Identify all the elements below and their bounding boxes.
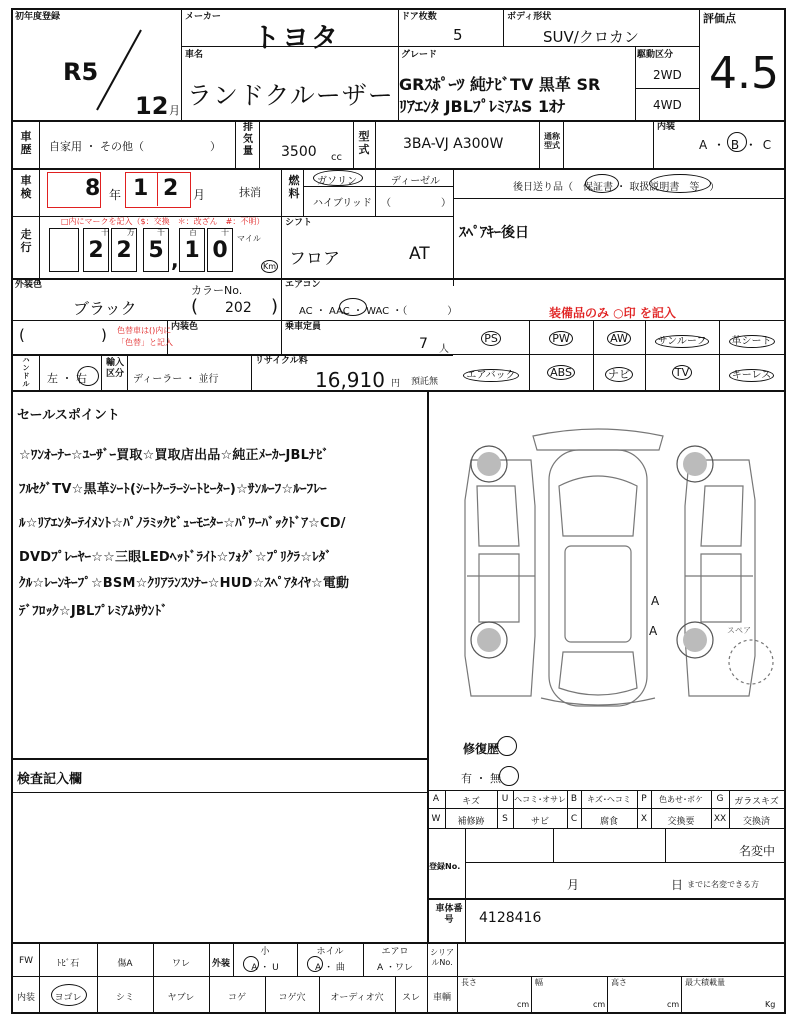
shift-position: フロア (289, 249, 340, 269)
mileage-comma: , (171, 248, 179, 272)
color-no-open: ( (191, 296, 199, 317)
interior-wear: スレ (401, 993, 420, 1003)
legend-code-w: W (431, 814, 441, 824)
first-reg-label: 初年度登録 (15, 12, 61, 22)
mileage-unit-3: 百 (189, 228, 197, 237)
equipment-note: 装備品のみ ○印 を記入 (549, 306, 676, 320)
legend-code-c: C (570, 814, 578, 824)
interior-grade-values: A ・ B ・ C (699, 138, 772, 152)
interior-stain-circle (51, 984, 87, 1006)
displacement-label: 排気量 (243, 122, 253, 157)
sales-line-5: ｸﾙ☆ﾚｰﾝｷｰﾌﾟ☆BSM☆ｸﾘｱﾗﾝｽｿﾅｰ☆HUD☆ｽﾍﾟｱﾀｲﾔ☆電動 (19, 576, 350, 591)
legend-desc-xx: 交換済 (742, 817, 770, 827)
grade-label: グレード (401, 50, 438, 60)
reg-month-label: 月 (567, 878, 580, 892)
mileage-box-0 (49, 228, 79, 272)
interior-bottom-label: 内装 (16, 993, 35, 1003)
max-load-unit: Kg (765, 1000, 776, 1009)
displacement-unit: cc (331, 152, 342, 163)
color-no-label: カラーNo. (191, 284, 243, 297)
maker-label: メーカー (185, 12, 221, 22)
score-value: 4.5 (709, 48, 779, 99)
interior-tear: ヤブレ (167, 993, 195, 1003)
shift-label: シフト (285, 218, 313, 228)
car-name-label: 車名 (185, 50, 204, 60)
drive-4wd: 4WD (653, 98, 682, 112)
history-label: 車歴 (20, 130, 32, 156)
legend-desc-s: サビ (530, 817, 549, 827)
recycle-deposit: 預託無 (411, 377, 439, 387)
color-no-value: 202 (225, 300, 252, 316)
mileage-unit-2: 千 (157, 228, 165, 237)
sales-line-3: ﾙ☆ﾘｱｴﾝﾀｰﾃｲﾒﾝﾄ☆ﾊﾟﾉﾗﾐｯｸﾋﾞｭｰﾓﾆﾀｰ☆ﾊﾟﾜｰﾊﾞｯｸﾄﾞｱ☆CD/ (19, 516, 346, 531)
interior-grade-circle (727, 132, 747, 152)
damage-mark-a2: A (649, 624, 658, 638)
sales-title: セールスポイント (17, 408, 120, 423)
body-type-label: ボディ形状 (507, 12, 552, 22)
seating-unit: 人 (439, 344, 449, 355)
delayed-docs: 後日送り品（ 保証書 ・ 取扱説明書 等 ） (513, 182, 720, 193)
legend-desc-g: ガラスキズ (734, 797, 779, 807)
repaint-close: ) (101, 326, 107, 344)
ac-circle (339, 298, 367, 316)
history-value: 自家用 ・ その他（ ） (49, 140, 221, 153)
displacement-value: 3500 (281, 144, 317, 160)
mileage-label: 走行 (20, 228, 32, 254)
wheel-values: A ・ 曲 (315, 963, 345, 973)
inspection-cancel: 抹消 (239, 186, 261, 199)
body-type-value: SUV/クロカン (543, 28, 639, 46)
equip-keyless: キーレス (719, 366, 784, 381)
repaint-note-1: 色替車は()内に (117, 326, 172, 335)
equip-sunroof: サンルーフ (645, 332, 719, 347)
drive-label: 駆動区分 (637, 50, 674, 60)
doors-label: ドア枚数 (401, 12, 437, 22)
repaint-open: ( (19, 326, 25, 344)
mileage-mile: マイル (237, 234, 261, 243)
interior-stain: ヨゴレ (54, 993, 82, 1003)
legend-code-b: B (570, 794, 578, 804)
interior-grade-label: 内装 (657, 122, 676, 132)
damage-mark-a1: A (651, 594, 660, 608)
equip-ps: PS (453, 332, 529, 345)
seating-label: 乗車定員 (285, 322, 322, 332)
wheel-circle (307, 956, 323, 972)
ac-values: AC ・ AAC ・ WAC ・（ ） (299, 306, 458, 317)
sales-line-1: ☆ﾜﾝｵｰﾅｰ☆ﾕｰｻﾞｰ買取☆買取店出品☆純正ﾒｰｶｰJBLﾅﾋﾞ (19, 448, 330, 463)
recycle-label: リサイクル料 (255, 356, 308, 366)
wheel-label: ホイル (316, 947, 344, 957)
mileage-box-4: 1 (179, 228, 205, 272)
interior-audio-hole: オーディオ穴 (330, 993, 384, 1003)
seating-value: 7 (419, 336, 428, 352)
max-load-label: 最大積載量 (685, 978, 725, 987)
legend-code-x: X (640, 814, 648, 824)
mileage-note: □内にマークを記入（$：交換 ＊：改ざん #：不明） (61, 217, 265, 226)
legend-code-s: S (502, 814, 508, 824)
handle-circle (77, 366, 99, 386)
equip-abs: ABS (529, 366, 593, 379)
handle-values: 左 ・ 右 (47, 372, 87, 385)
repaint-note-2: 「色替」と記入 (117, 338, 173, 347)
legend-code-g: G (716, 794, 724, 804)
model-value: 3BA-VJ A300W (403, 136, 504, 152)
exterior-color-label: 外装色 (15, 280, 43, 290)
car-diagram (445, 426, 775, 716)
legend-desc-u: ヘコミ･オサレ (514, 795, 566, 804)
repair-none-circle (499, 766, 519, 786)
color-no-close: ) (271, 296, 279, 317)
fuel-circle (313, 170, 363, 186)
equip-leather: 革シート (719, 332, 784, 347)
height-label: 高さ (611, 978, 627, 987)
score-label: 評価点 (703, 12, 736, 25)
model-label: 型式 (358, 130, 370, 156)
legend-desc-c: 腐食 (599, 817, 618, 827)
exterior-color-value: ブラック (73, 299, 137, 318)
width-unit: cm (593, 1000, 606, 1009)
recycle-unit: 円 (391, 379, 401, 389)
legend-code-xx: XX (713, 814, 727, 824)
common-model-label: 通称型式 (544, 132, 560, 150)
reg-deadline: までに名変できる方 (687, 880, 759, 889)
fw-chip: ﾄﾋﾞ石 (56, 959, 80, 969)
sales-line-6: ﾃﾞﾌﾛｯｸ☆JBLﾌﾟﾚﾐｱﾑｻｳﾝﾄﾞ (19, 604, 168, 619)
warranty-circle (585, 174, 619, 193)
fuel-gasoline: ガソリン (317, 176, 357, 187)
doors-value: 5 (453, 26, 463, 44)
aero-label: エアロ (381, 947, 409, 957)
reg-day-label: 日 (671, 878, 684, 892)
inspection-label: 車検 (20, 174, 32, 200)
car-name-value: ランドクルーザー (187, 81, 394, 110)
mileage-unit-1: 万 (127, 228, 135, 237)
chassis-no: 4128416 (479, 910, 542, 926)
interior-burn-hole: コゲ穴 (278, 993, 306, 1003)
reg-no-label: 登録No. (429, 862, 461, 871)
legend-code-p: P (641, 794, 647, 804)
equip-navi: ナビ (593, 366, 645, 382)
interior-spot: シミ (115, 993, 134, 1003)
mileage-unit-4: 十 (221, 228, 229, 237)
interior-color-label: 内装色 (171, 322, 199, 332)
serial-label: シリアルNo. (430, 948, 454, 967)
aero-values: A ・ワレ (376, 963, 414, 973)
exterior-bottom-label: 外装 (211, 959, 230, 969)
shift-type: AT (409, 244, 430, 264)
fw-scratch: 傷A (117, 959, 133, 969)
mileage-box-5: 0 (207, 228, 233, 272)
manual-circle (649, 174, 711, 193)
fuel-diesel: ディーゼル (391, 176, 440, 187)
fuel-label: 燃料 (288, 174, 300, 200)
sales-line-4: DVDﾌﾟﾚｰﾔｰ☆☆三眼LEDﾍｯﾄﾞﾗｲﾄ☆ﾌｫｸﾞ☆ﾌﾟﾘｸﾗ☆ﾚﾀﾞ (19, 550, 332, 565)
small-label: 小 (260, 947, 270, 957)
drive-2wd: 2WD (653, 68, 682, 82)
grade-line1: GRｽﾎﾟｰﾂ 純ﾅﾋﾞTV 黒革 SR (399, 75, 601, 94)
small-circle (243, 956, 259, 972)
handle-label: ハンドル (22, 356, 30, 388)
inspection-year-unit: 年 (109, 188, 122, 202)
spare-key-note: ｽﾍﾟｱｷｰ後日 (459, 225, 529, 241)
first-reg-month: 12 (135, 92, 169, 120)
fw-crack: ワレ (171, 959, 190, 969)
length-label: 長さ (461, 978, 477, 987)
grade-line2: ﾘｱｴﾝﾀ JBLﾌﾟﾚﾐｱﾑS 1ｵﾅ (399, 97, 566, 116)
spare-label: スペア (727, 626, 751, 635)
small-values: A ・ U (251, 963, 279, 973)
repair-label-circle (497, 736, 517, 756)
import-label: 輸入区分 (105, 358, 124, 379)
name-change: 名変中 (739, 844, 776, 858)
legend-desc-a: キズ (462, 797, 480, 807)
fw-label: FW (18, 956, 34, 966)
ac-label: エアコン (285, 280, 321, 290)
sales-line-2: ﾌﾙｾｸﾞTV☆黒革ｼｰﾄ(ｼｰﾄｸｰﾗｰｼｰﾄﾋｰﾀｰ)☆ｻﾝﾙｰﾌ☆ﾙｰﾌﾚｰ (19, 482, 327, 497)
mileage-box-1: 2 (83, 228, 109, 272)
legend-desc-b: キズ･ヘコミ (587, 795, 631, 804)
inspection-month-d1: 1 (133, 176, 149, 201)
legend-desc-p: 色あせ･ボケ (659, 795, 703, 804)
legend-desc-x: 交換要 (667, 817, 695, 827)
fuel-other: （ ） (381, 198, 451, 209)
mileage-km: Km (263, 262, 277, 271)
inspection-month-d2: 2 (163, 176, 179, 201)
equip-pw: PW (529, 332, 593, 345)
legend-desc-w: 補修跡 (457, 817, 485, 827)
length-unit: cm (517, 1000, 530, 1009)
inspection-notes-title: 検査記入欄 (17, 772, 83, 787)
equip-airbag: エアバック (453, 366, 529, 381)
width-label: 幅 (535, 978, 543, 987)
auction-sheet (11, 8, 786, 1014)
first-reg-era-year: R5 (63, 58, 99, 86)
repair-history-label: 修復歴 (463, 742, 500, 756)
import-values: ディーラー ・ 並行 (133, 374, 219, 385)
fuel-hybrid: ハイブリッド (313, 198, 372, 209)
vehicle-label: 車輌 (432, 993, 451, 1003)
equip-aw: AW (593, 332, 645, 345)
recycle-fee: 16,910 (315, 368, 385, 392)
inspection-year: 8 (85, 176, 101, 201)
maker-value: トヨタ (253, 23, 340, 54)
height-unit: cm (667, 1000, 680, 1009)
legend-code-u: U (501, 794, 509, 804)
interior-burn: コゲ (227, 993, 246, 1003)
chassis-label: 車体番号 (435, 904, 463, 925)
first-reg-month-unit: 月 (169, 104, 180, 117)
legend-code-a: A (432, 794, 440, 804)
inspection-month-unit: 月 (193, 188, 206, 202)
mileage-box-3: 5 (143, 228, 169, 272)
equip-tv: TV (645, 366, 719, 379)
mileage-box-2: 2 (111, 228, 137, 272)
repair-history-values: 有 ・ 無 (461, 772, 501, 785)
mileage-unit-0: 十 (101, 228, 109, 237)
